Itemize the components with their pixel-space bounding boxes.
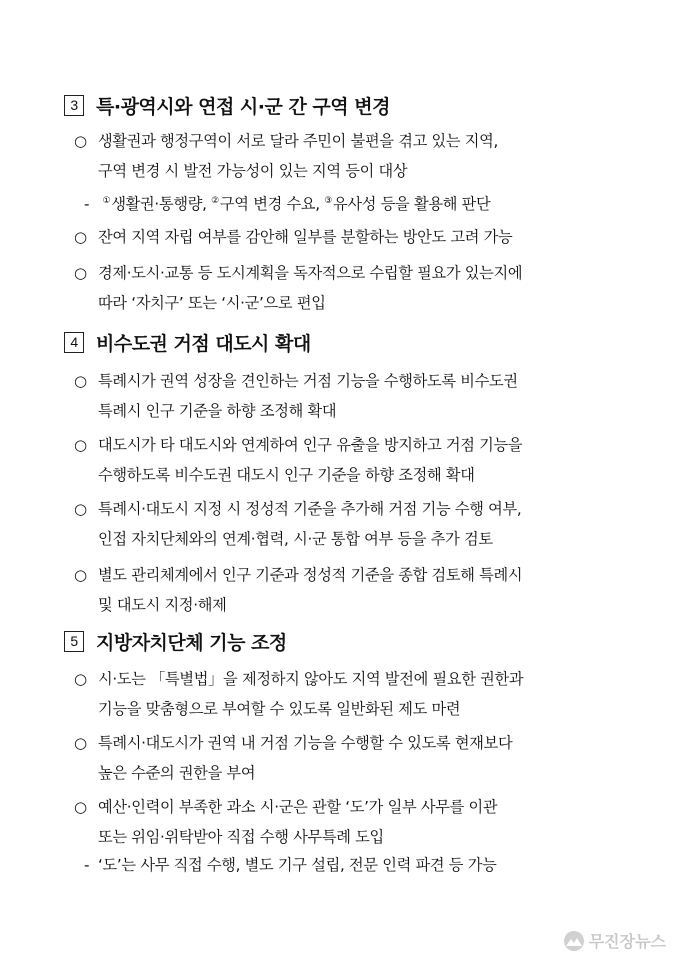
list-item <box>74 430 634 490</box>
item-line: 높은 수준의 권한을 부여 <box>98 764 256 782</box>
list-item <box>74 222 634 252</box>
item-line: 또는 위임·위탁받아 직접 수행 사무특례 도입 <box>98 828 384 846</box>
watermark-text: 무진장뉴스 <box>588 932 666 951</box>
section-number-box: 4 <box>64 332 84 353</box>
item-line: 경제·도시·교통 등 도시계획을 독자적으로 수립할 필요가 있는지에 <box>98 264 523 282</box>
circled-number-2: ② <box>211 196 219 206</box>
circle-bullet-icon: ○ <box>74 132 87 150</box>
section-5-heading <box>64 626 287 656</box>
list-item <box>74 792 634 852</box>
item-line: 구역 변경 시 발전 가능성이 있는 지역 등이 대상 <box>98 162 408 180</box>
item-line: 및 대도시 지정·해제 <box>98 596 227 614</box>
sub-item <box>84 850 634 880</box>
item-line: 잔여 지역 자립 여부를 감안해 일부를 분할하는 방안도 고려 가능 <box>98 228 513 246</box>
item-line: 시·도는 「특별법」을 제정하지 않아도 지역 발전에 필요한 권한과 <box>98 670 524 688</box>
sub-text: ‘도’는 사무 직접 수행, 별도 기구 설립, 전문 인력 파견 등 가능 <box>98 856 497 874</box>
item-line: 수행하도록 비수도권 대도시 인구 기준을 하향 조정해 확대 <box>98 466 475 484</box>
circle-bullet-icon: ○ <box>74 436 87 454</box>
dash-bullet: - <box>84 195 90 213</box>
item-line: 따라 ‘자치구’ 또는 ‘시·군’으로 편입 <box>98 294 326 312</box>
circle-bullet-icon: ○ <box>74 798 87 816</box>
item-line: 특례시·대도시 지정 시 정성적 기준을 추가해 거점 기능 수행 여부, <box>98 500 522 518</box>
item-line: 인접 자치단체와의 연계·협력, 시·군 통합 여부 등을 추가 검토 <box>98 530 493 548</box>
sub-item <box>84 186 634 219</box>
item-line: 별도 관리체계에서 인구 기준과 정성적 기준을 종합 검토해 특례시 <box>98 566 523 584</box>
list-item <box>74 494 634 554</box>
circle-bullet-icon: ○ <box>74 566 87 584</box>
section-title: 지방자치단체 기능 조정 <box>96 631 287 654</box>
list-item <box>74 560 634 620</box>
list-item <box>74 728 634 788</box>
section-number-box: 3 <box>64 95 84 116</box>
list-item <box>74 664 634 724</box>
section-title: 비수도권 거점 대도시 확대 <box>96 332 311 355</box>
item-line: 특례시가 권역 성장을 견인하는 거점 기능을 수행하도록 비수도권 <box>98 372 518 390</box>
section-number-box: 5 <box>64 631 84 652</box>
dash-bullet: - <box>84 856 90 874</box>
list-item <box>74 258 634 318</box>
circle-bullet-icon: ○ <box>74 670 87 688</box>
item-line: 특례시 인구 기준을 하향 조정해 확대 <box>98 402 337 420</box>
circle-bullet-icon: ○ <box>74 264 87 282</box>
circle-bullet-icon: ○ <box>74 734 87 752</box>
circled-number-1: ① <box>102 196 111 206</box>
circle-bullet-icon: ○ <box>74 500 87 518</box>
sub-text: 생활권·통행량, <box>111 195 207 213</box>
circle-bullet-icon: ○ <box>74 228 87 246</box>
section-title: 특·광역시와 연접 시·군 간 구역 변경 <box>96 95 390 118</box>
list-item <box>74 126 634 186</box>
item-line: 대도시가 타 대도시와 연계하여 인구 유출을 방지하고 거점 기능을 <box>98 436 523 454</box>
sub-text: 구역 변경 수요, <box>219 195 320 213</box>
circle-bullet-icon: ○ <box>74 372 87 390</box>
item-line: 특례시·대도시가 권역 내 거점 기능을 수행할 수 있도록 현재보다 <box>98 734 513 752</box>
watermark <box>563 929 666 952</box>
sub-text: 유사성 등을 활용해 판단 <box>333 195 491 213</box>
section-4-heading <box>64 327 311 357</box>
item-line: 생활권과 행정구역이 서로 달라 주민이 불편을 겪고 있는 지역, <box>98 132 499 150</box>
circled-number-3: ③ <box>324 196 333 206</box>
item-line: 예산·인력이 부족한 과소 시·군은 관할 ‘도’가 일부 사무를 이관 <box>98 798 498 816</box>
section-3-heading <box>64 90 390 120</box>
mountain-logo-icon <box>563 930 585 952</box>
item-line: 기능을 맞춤형으로 부여할 수 있도록 일반화된 제도 마련 <box>98 700 461 718</box>
list-item <box>74 366 634 426</box>
